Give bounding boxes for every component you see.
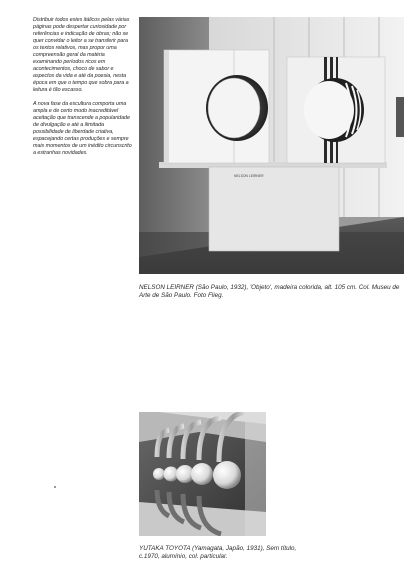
caption-leirner — [139, 284, 404, 300]
leirner-photo-illustration — [139, 17, 404, 274]
caption-leirner-artist: NELSON LEIRNER — [139, 284, 194, 291]
intro-paragraph-1: Distribuir todos estes itálicos pelas várias páginas pode despertar curiosidade por referências e indicação de obras; não se quer convidar o leitor a se transferir para os textos relativos, mas propor uma compreensão geral da matéria examinando períodos ricos em acontecimentos, choco de sabor e aspectos da vida e até da poesia, nesta época em que o tempo que sobra para a leitura é tão escasso. — [33, 17, 130, 94]
caption-leirner-details: (São Paulo, 1932), 'Objeto', madeira colorida, alt. 105 cm. Col. Museu de Arte de São Paulo. Foto Flieg. — [139, 284, 400, 299]
plinth-label: NELSON LEIRNER — [234, 174, 264, 178]
page-speck — [54, 486, 56, 488]
caption-toyota — [139, 545, 299, 561]
intro-paragraph-2: A nova fase da escultura comporta uma ampla e de certo modo inacreditável aceitação que transcende a popularidade de divulgação e até a ilimitada possibilidade de liberdade criativa, espacejando certas produções e sempre mais momentos de um inédito circunscrito a estranhas novidades. — [33, 100, 132, 156]
sculpture-photo-toyota — [139, 412, 266, 536]
sculpture-photo-leirner — [139, 17, 404, 274]
caption-toyota-details: (Yamagata, Japão, 1931), Sem título, c.1970, alumínio, col. particular. — [139, 545, 297, 560]
toyota-photo-illustration — [139, 412, 266, 536]
caption-toyota-artist: YUTAKA TOYOTA — [139, 545, 191, 552]
intro-text — [33, 17, 133, 163]
